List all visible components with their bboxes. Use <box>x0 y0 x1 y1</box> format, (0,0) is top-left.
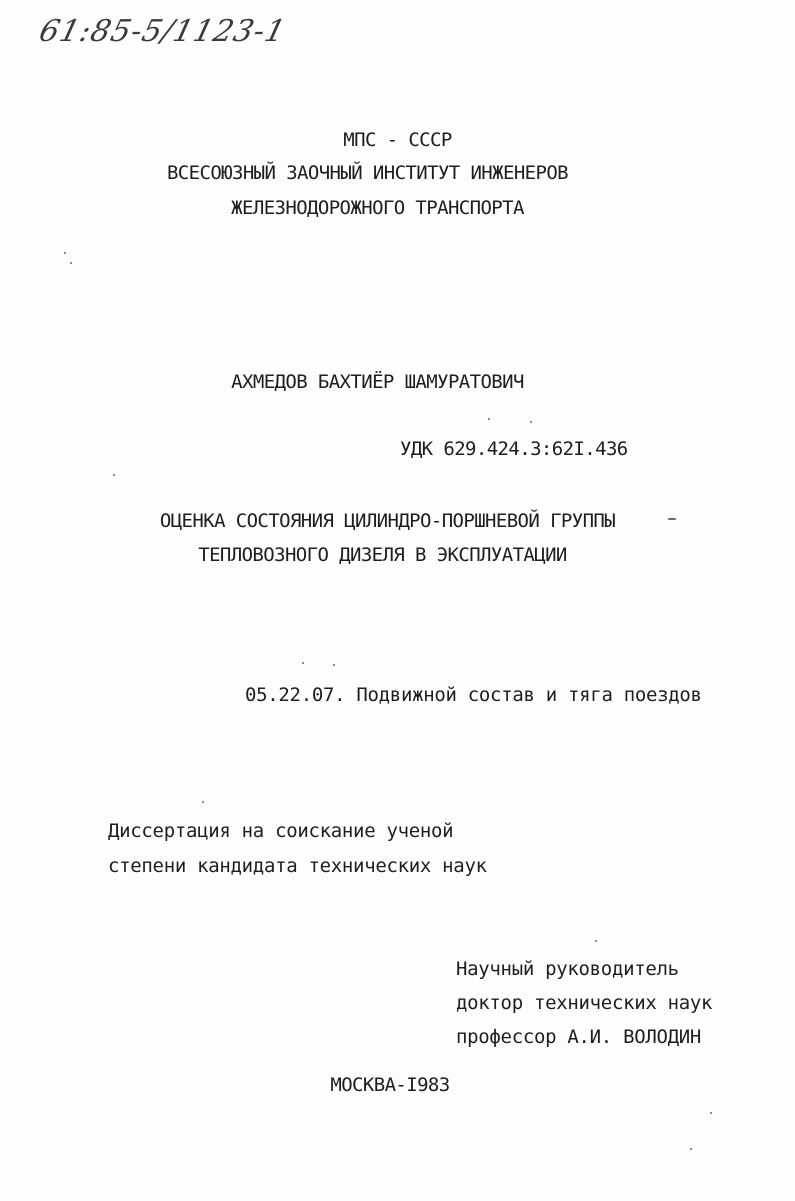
supervisor-line-2: доктор технических наук <box>456 992 713 1014</box>
scan-speck <box>202 801 204 803</box>
ministry-line: МПС - СССР <box>343 129 452 151</box>
udk-code: УДК 629.424.3:62I.436 <box>400 438 628 460</box>
specialty-line: 05.22.07. Подвижной состав и тяга поездов <box>245 684 702 706</box>
title-line-2: ТЕПЛОВОЗНОГО ДИЗЕЛЯ В ЭКСПЛУАТАЦИИ <box>198 544 567 566</box>
scan-speck <box>530 421 532 423</box>
institute-line-2: ЖЕЛЕЗНОДОРОЖНОГО ТРАНСПОРТА <box>231 197 524 219</box>
title-line-1: ОЦЕНКА СОСТОЯНИЯ ЦИЛИНДРО-ПОРШНЕВОЙ ГРУППЫ <box>159 510 616 532</box>
dissertation-line-2: степени кандидата технических наук <box>108 855 487 877</box>
supervisor-line-1: Научный руководитель <box>456 958 679 980</box>
scan-speck <box>595 940 597 942</box>
author-name: АХМЕДОВ БАХТИЁР ШАМУРАТОВИЧ <box>231 371 524 393</box>
handwritten-code-text: 61:85-5/1123-1 <box>35 14 290 49</box>
supervisor-line-3: профессор А.И. ВОЛОДИН <box>456 1026 702 1048</box>
scan-speck <box>710 1112 712 1114</box>
scan-speck <box>113 474 115 476</box>
scan-speck <box>488 418 490 420</box>
scan-speck <box>70 262 72 264</box>
scan-speck <box>64 252 66 254</box>
scan-speck <box>668 518 676 520</box>
institute-line-1: ВСЕСОЮЗНЫЙ ЗАОЧНЫЙ ИНСТИТУТ ИНЖЕНЕРОВ <box>166 162 569 184</box>
scan-speck <box>690 1148 692 1150</box>
handwritten-archive-code <box>35 14 290 76</box>
scan-speck <box>333 664 335 666</box>
dissertation-line-1: Диссертация на соискание ученой <box>108 820 454 842</box>
city-year: МОСКВА-I983 <box>330 1074 450 1096</box>
scan-speck <box>302 662 304 664</box>
